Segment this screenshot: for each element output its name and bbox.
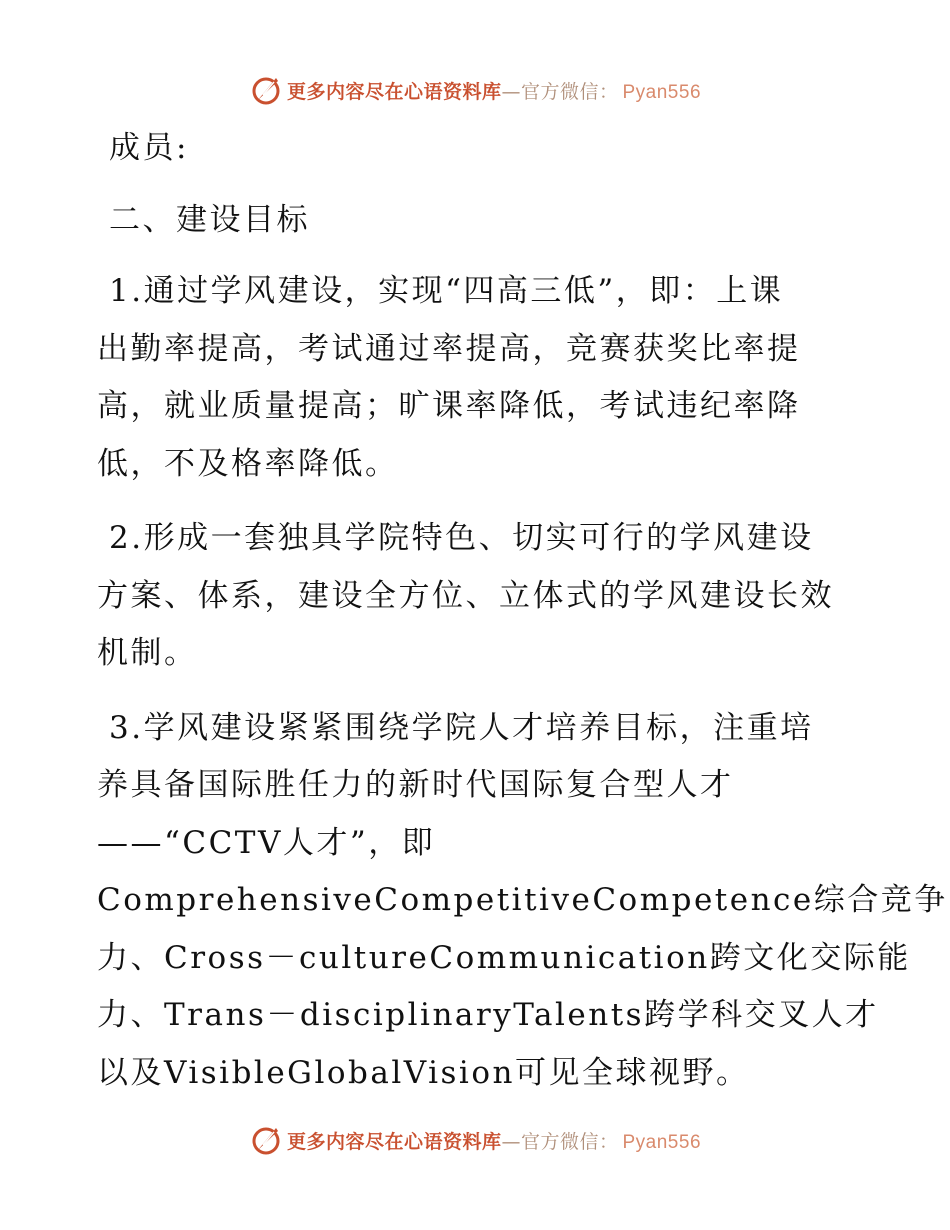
goal-item-3 [97, 700, 948, 1103]
quill-logo-icon [249, 73, 283, 107]
watermark-text: 更多内容尽在心语资料库—官方微信： Pyan556 [286, 80, 702, 103]
goal-item-2 [97, 510, 857, 683]
text-line: 方案、体系，建设全方位、立体式的学风建设长效 [97, 577, 834, 614]
text-line: 力、Cross－cultureCommunication跨文化交际能 [97, 939, 911, 976]
members-label: 成员: [109, 130, 189, 166]
text-line: 出勤率提高，考试通过率提高，竞赛获奖比率提 [97, 330, 801, 367]
text-line: 以及VisibleGlobalVision可见全球视野。 [97, 1054, 750, 1091]
watermark-header [0, 70, 950, 110]
text-line: ComprehensiveCompetitiveCompetence综合竞争 [97, 882, 948, 918]
watermark-footer [0, 1120, 950, 1160]
text-line: 2.形成一套独具学院特色、切实可行的学风建设 [109, 520, 814, 556]
quill-logo-icon [249, 1123, 283, 1157]
text-line: 3.学风建设紧紧围绕学院人才培养目标，注重培 [109, 709, 814, 746]
watermark-text: 更多内容尽在心语资料库—官方微信： Pyan556 [286, 1130, 702, 1153]
text-line: 高，就业质量提高；旷课率降低，考试违纪率降 [97, 388, 801, 424]
text-line: ——“CCTV人才”，即 [97, 824, 436, 861]
goal-item-1 [97, 263, 857, 493]
text-line: 1.通过学风建设，实现“四高三低”，即：上课 [109, 273, 784, 309]
document-body [97, 120, 948, 1102]
section-heading: 二、建设目标 [109, 201, 310, 238]
text-line: 力、Trans－disciplinaryTalents跨学科交叉人才 [97, 997, 879, 1033]
text-line: 养具备国际胜任力的新时代国际复合型人才 [97, 767, 734, 803]
text-line: 机制。 [97, 635, 198, 671]
text-line: 低，不及格率降低。 [97, 445, 399, 482]
